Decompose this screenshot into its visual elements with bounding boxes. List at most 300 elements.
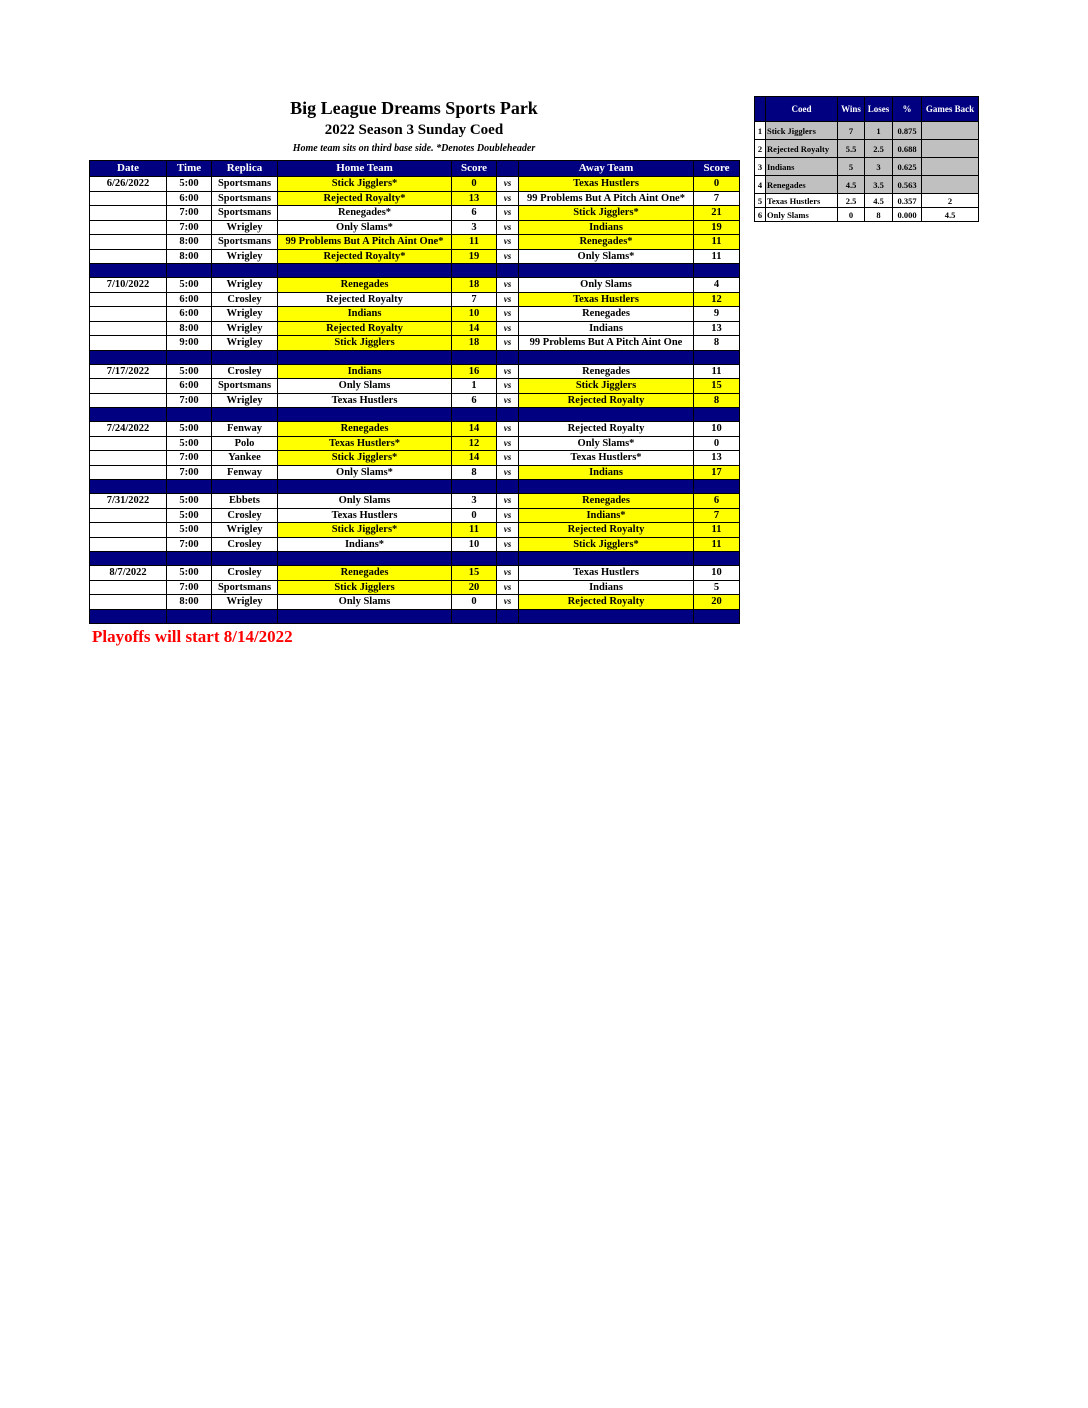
standings-wins: 2.5 bbox=[838, 194, 865, 208]
game-time: 5:00 bbox=[167, 508, 212, 523]
separator-cell bbox=[694, 609, 740, 623]
table-row bbox=[90, 393, 740, 408]
vs-label: vs bbox=[497, 364, 519, 379]
separator-cell bbox=[497, 552, 519, 566]
standings-games-back-header: Games Back bbox=[922, 97, 979, 122]
table-row bbox=[90, 191, 740, 206]
separator-cell bbox=[212, 609, 278, 623]
table-row bbox=[90, 422, 740, 437]
away-team: Stick Jigglers bbox=[519, 379, 694, 394]
home-team: Rejected Royalty bbox=[278, 321, 452, 336]
game-field: Wrigley bbox=[212, 249, 278, 264]
away-team: Only Slams bbox=[519, 278, 694, 293]
separator-cell bbox=[694, 480, 740, 494]
away-team: Indians bbox=[519, 465, 694, 480]
home-team: Texas Hustlers bbox=[278, 508, 452, 523]
table-row bbox=[90, 537, 740, 552]
game-time: 5:00 bbox=[167, 364, 212, 379]
table-row bbox=[90, 307, 740, 322]
home-score: 11 bbox=[452, 235, 497, 250]
game-time: 5:00 bbox=[167, 436, 212, 451]
game-date bbox=[90, 595, 167, 610]
separator-cell bbox=[497, 350, 519, 364]
home-team: Renegades bbox=[278, 422, 452, 437]
home-team: Texas Hustlers* bbox=[278, 436, 452, 451]
game-field: Sportsmans bbox=[212, 379, 278, 394]
standings-wins: 7 bbox=[838, 122, 865, 140]
away-score: 21 bbox=[694, 206, 740, 221]
game-date: 7/10/2022 bbox=[90, 278, 167, 293]
game-time: 9:00 bbox=[167, 336, 212, 351]
separator-cell bbox=[497, 264, 519, 278]
standings-losses: 3 bbox=[865, 158, 893, 176]
standings-games-back bbox=[922, 158, 979, 176]
separator-cell bbox=[519, 552, 694, 566]
separator-cell bbox=[497, 408, 519, 422]
away-team: Rejected Royalty bbox=[519, 595, 694, 610]
game-field: Sportsmans bbox=[212, 191, 278, 206]
vs-label: vs bbox=[497, 292, 519, 307]
vs-label: vs bbox=[497, 379, 519, 394]
separator-cell bbox=[452, 408, 497, 422]
game-time: 8:00 bbox=[167, 249, 212, 264]
away-score: 10 bbox=[694, 566, 740, 581]
table-row bbox=[90, 364, 740, 379]
game-time: 5:00 bbox=[167, 566, 212, 581]
week-separator bbox=[90, 609, 740, 623]
standings-team: Indians bbox=[766, 158, 838, 176]
vs-label: vs bbox=[497, 451, 519, 466]
standings-row bbox=[755, 208, 979, 222]
home-score: 3 bbox=[452, 494, 497, 509]
standings-rank: 4 bbox=[755, 176, 766, 194]
separator-cell bbox=[90, 609, 167, 623]
vs-label: vs bbox=[497, 523, 519, 538]
vs-label: vs bbox=[497, 307, 519, 322]
game-date bbox=[90, 321, 167, 336]
separator-cell bbox=[694, 264, 740, 278]
home-team: Stick Jigglers bbox=[278, 336, 452, 351]
schedule-header-row bbox=[90, 161, 740, 177]
separator-cell bbox=[452, 350, 497, 364]
away-score: 0 bbox=[694, 436, 740, 451]
standings-games-back bbox=[922, 140, 979, 158]
away-score: 11 bbox=[694, 235, 740, 250]
home-team: Texas Hustlers bbox=[278, 393, 452, 408]
home-score: 13 bbox=[452, 191, 497, 206]
standings-losses: 4.5 bbox=[865, 194, 893, 208]
separator-cell bbox=[167, 350, 212, 364]
home-team: Renegades bbox=[278, 566, 452, 581]
separator-cell bbox=[90, 350, 167, 364]
week-separator bbox=[90, 264, 740, 278]
home-score: 16 bbox=[452, 364, 497, 379]
separator-cell bbox=[694, 350, 740, 364]
game-date bbox=[90, 580, 167, 595]
standings-games-back: 2 bbox=[922, 194, 979, 208]
game-field: Fenway bbox=[212, 465, 278, 480]
away-score: 7 bbox=[694, 508, 740, 523]
home-team: Renegades bbox=[278, 278, 452, 293]
game-field: Wrigley bbox=[212, 336, 278, 351]
home-team: Indians bbox=[278, 364, 452, 379]
away-score: 4 bbox=[694, 278, 740, 293]
separator-cell bbox=[497, 609, 519, 623]
standings-body bbox=[755, 122, 979, 222]
separator-cell bbox=[519, 609, 694, 623]
vs-label: vs bbox=[497, 235, 519, 250]
table-row bbox=[90, 523, 740, 538]
home-team: Rejected Royalty* bbox=[278, 191, 452, 206]
game-field: Yankee bbox=[212, 451, 278, 466]
standings-losses: 2.5 bbox=[865, 140, 893, 158]
away-score: 5 bbox=[694, 580, 740, 595]
vs-label: vs bbox=[497, 249, 519, 264]
game-field: Ebbets bbox=[212, 494, 278, 509]
game-field: Fenway bbox=[212, 422, 278, 437]
standings-team: Texas Hustlers bbox=[766, 194, 838, 208]
separator-cell bbox=[90, 480, 167, 494]
vs-label: vs bbox=[497, 206, 519, 221]
separator-cell bbox=[519, 264, 694, 278]
separator-cell bbox=[90, 552, 167, 566]
separator-cell bbox=[452, 552, 497, 566]
separator-cell bbox=[212, 264, 278, 278]
standings-pct: 0.357 bbox=[893, 194, 922, 208]
game-date bbox=[90, 220, 167, 235]
standings-losses-header: Loses bbox=[865, 97, 893, 122]
separator-cell bbox=[278, 408, 452, 422]
game-field: Wrigley bbox=[212, 278, 278, 293]
separator-cell bbox=[519, 350, 694, 364]
separator-cell bbox=[167, 480, 212, 494]
home-score: 14 bbox=[452, 451, 497, 466]
separator-cell bbox=[452, 609, 497, 623]
separator-cell bbox=[212, 552, 278, 566]
week-separator bbox=[90, 408, 740, 422]
game-date bbox=[90, 379, 167, 394]
away-team: Only Slams* bbox=[519, 249, 694, 264]
home-score: 3 bbox=[452, 220, 497, 235]
home-score: 10 bbox=[452, 307, 497, 322]
standings-pct: 0.563 bbox=[893, 176, 922, 194]
away-team: 99 Problems But A Pitch Aint One* bbox=[519, 191, 694, 206]
col-home-team-header: Home Team bbox=[278, 161, 452, 177]
away-team: Renegades bbox=[519, 307, 694, 322]
game-time: 7:00 bbox=[167, 393, 212, 408]
game-time: 7:00 bbox=[167, 580, 212, 595]
home-score: 0 bbox=[452, 177, 497, 192]
away-team: Renegades* bbox=[519, 235, 694, 250]
game-date bbox=[90, 451, 167, 466]
standings-pct: 0.625 bbox=[893, 158, 922, 176]
away-score: 10 bbox=[694, 422, 740, 437]
table-row bbox=[90, 465, 740, 480]
table-row bbox=[90, 595, 740, 610]
standings-games-back: 4.5 bbox=[922, 208, 979, 222]
home-team: Stick Jigglers* bbox=[278, 451, 452, 466]
separator-cell bbox=[167, 408, 212, 422]
home-team: Stick Jigglers bbox=[278, 580, 452, 595]
separator-cell bbox=[519, 480, 694, 494]
away-score: 8 bbox=[694, 336, 740, 351]
game-field: Crosley bbox=[212, 566, 278, 581]
away-score: 9 bbox=[694, 307, 740, 322]
game-time: 8:00 bbox=[167, 595, 212, 610]
vs-label: vs bbox=[497, 422, 519, 437]
vs-label: vs bbox=[497, 537, 519, 552]
away-team: Indians* bbox=[519, 508, 694, 523]
table-row bbox=[90, 278, 740, 293]
standings-rank: 3 bbox=[755, 158, 766, 176]
away-team: Texas Hustlers bbox=[519, 292, 694, 307]
home-team: Indians* bbox=[278, 537, 452, 552]
game-field: Wrigley bbox=[212, 523, 278, 538]
game-date bbox=[90, 206, 167, 221]
game-time: 7:00 bbox=[167, 451, 212, 466]
home-score: 11 bbox=[452, 523, 497, 538]
schedule-note: Home team sits on third base side. *Denotes Doubleheader bbox=[292, 143, 536, 154]
game-time: 5:00 bbox=[167, 278, 212, 293]
separator-cell bbox=[167, 609, 212, 623]
game-date bbox=[90, 336, 167, 351]
table-row bbox=[90, 220, 740, 235]
home-team: Stick Jigglers* bbox=[278, 523, 452, 538]
home-score: 0 bbox=[452, 508, 497, 523]
away-score: 13 bbox=[694, 451, 740, 466]
standings-rank: 6 bbox=[755, 208, 766, 222]
vs-label: vs bbox=[497, 278, 519, 293]
separator-cell bbox=[452, 264, 497, 278]
game-field: Wrigley bbox=[212, 220, 278, 235]
away-score: 11 bbox=[694, 537, 740, 552]
game-time: 5:00 bbox=[167, 523, 212, 538]
away-team: Stick Jigglers* bbox=[519, 537, 694, 552]
standings-wins-header: Wins bbox=[838, 97, 865, 122]
standings-games-back bbox=[922, 122, 979, 140]
game-field: Crosley bbox=[212, 292, 278, 307]
separator-cell bbox=[694, 552, 740, 566]
col-vs-header bbox=[497, 161, 519, 177]
separator-cell bbox=[497, 480, 519, 494]
home-score: 0 bbox=[452, 595, 497, 610]
home-team: Only Slams bbox=[278, 494, 452, 509]
standings-losses: 1 bbox=[865, 122, 893, 140]
standings-wins: 5 bbox=[838, 158, 865, 176]
home-score: 19 bbox=[452, 249, 497, 264]
game-time: 6:00 bbox=[167, 292, 212, 307]
table-row bbox=[90, 494, 740, 509]
standings-pct-header: % bbox=[893, 97, 922, 122]
separator-cell bbox=[694, 408, 740, 422]
standings-wins: 5.5 bbox=[838, 140, 865, 158]
season-subtitle: 2022 Season 3 Sunday Coed bbox=[324, 122, 504, 138]
standings-team: Stick Jigglers bbox=[766, 122, 838, 140]
away-team: Only Slams* bbox=[519, 436, 694, 451]
standings-games-back bbox=[922, 176, 979, 194]
separator-cell bbox=[212, 350, 278, 364]
table-row bbox=[90, 177, 740, 192]
game-date: 7/24/2022 bbox=[90, 422, 167, 437]
separator-cell bbox=[167, 552, 212, 566]
standings-team-header: Coed bbox=[766, 97, 838, 122]
game-date bbox=[90, 191, 167, 206]
away-score: 12 bbox=[694, 292, 740, 307]
table-row bbox=[90, 379, 740, 394]
col-away-score-header: Score bbox=[694, 161, 740, 177]
week-separator bbox=[90, 350, 740, 364]
standings-team: Renegades bbox=[766, 176, 838, 194]
game-date bbox=[90, 249, 167, 264]
home-team: Only Slams* bbox=[278, 220, 452, 235]
game-date bbox=[90, 307, 167, 322]
vs-label: vs bbox=[497, 321, 519, 336]
game-time: 6:00 bbox=[167, 379, 212, 394]
game-date bbox=[90, 393, 167, 408]
away-team: Renegades bbox=[519, 364, 694, 379]
away-team: Indians bbox=[519, 321, 694, 336]
separator-cell bbox=[519, 408, 694, 422]
game-date bbox=[90, 523, 167, 538]
home-score: 6 bbox=[452, 206, 497, 221]
away-team: Indians bbox=[519, 220, 694, 235]
game-field: Wrigley bbox=[212, 307, 278, 322]
away-team: 99 Problems But A Pitch Aint One bbox=[519, 336, 694, 351]
vs-label: vs bbox=[497, 494, 519, 509]
away-team: Rejected Royalty bbox=[519, 393, 694, 408]
standings-row bbox=[755, 140, 979, 158]
separator-cell bbox=[212, 480, 278, 494]
game-time: 7:00 bbox=[167, 206, 212, 221]
home-score: 10 bbox=[452, 537, 497, 552]
standings-row bbox=[755, 158, 979, 176]
table-row bbox=[90, 580, 740, 595]
game-time: 8:00 bbox=[167, 321, 212, 336]
standings-pct: 0.875 bbox=[893, 122, 922, 140]
table-row bbox=[90, 206, 740, 221]
col-home-score-header: Score bbox=[452, 161, 497, 177]
game-date: 7/17/2022 bbox=[90, 364, 167, 379]
away-team: Texas Hustlers* bbox=[519, 451, 694, 466]
table-row bbox=[90, 235, 740, 250]
away-team: Rejected Royalty bbox=[519, 422, 694, 437]
week-separator bbox=[90, 480, 740, 494]
table-row bbox=[90, 321, 740, 336]
game-time: 7:00 bbox=[167, 220, 212, 235]
vs-label: vs bbox=[497, 508, 519, 523]
standings-rank: 5 bbox=[755, 194, 766, 208]
away-score: 13 bbox=[694, 321, 740, 336]
table-row bbox=[90, 436, 740, 451]
game-date bbox=[90, 508, 167, 523]
game-time: 5:00 bbox=[167, 177, 212, 192]
away-score: 0 bbox=[694, 177, 740, 192]
home-score: 6 bbox=[452, 393, 497, 408]
schedule-table bbox=[89, 160, 740, 624]
game-date bbox=[90, 537, 167, 552]
away-team: Rejected Royalty bbox=[519, 523, 694, 538]
standings-rank: 1 bbox=[755, 122, 766, 140]
game-field: Crosley bbox=[212, 537, 278, 552]
away-score: 20 bbox=[694, 595, 740, 610]
standings-losses: 3.5 bbox=[865, 176, 893, 194]
away-score: 6 bbox=[694, 494, 740, 509]
game-field: Sportsmans bbox=[212, 177, 278, 192]
home-team: Rejected Royalty bbox=[278, 292, 452, 307]
separator-cell bbox=[278, 350, 452, 364]
game-field: Polo bbox=[212, 436, 278, 451]
game-date bbox=[90, 235, 167, 250]
week-separator bbox=[90, 552, 740, 566]
away-team: Indians bbox=[519, 580, 694, 595]
vs-label: vs bbox=[497, 566, 519, 581]
standings-losses: 8 bbox=[865, 208, 893, 222]
home-score: 15 bbox=[452, 566, 497, 581]
game-time: 5:00 bbox=[167, 494, 212, 509]
separator-cell bbox=[90, 408, 167, 422]
vs-label: vs bbox=[497, 336, 519, 351]
home-team: Indians bbox=[278, 307, 452, 322]
home-team: Renegades* bbox=[278, 206, 452, 221]
standings-header-row bbox=[755, 97, 979, 122]
home-score: 20 bbox=[452, 580, 497, 595]
away-score: 11 bbox=[694, 364, 740, 379]
page-title: Big League Dreams Sports Park bbox=[290, 98, 538, 118]
vs-label: vs bbox=[497, 177, 519, 192]
standings-team: Only Slams bbox=[766, 208, 838, 222]
home-score: 7 bbox=[452, 292, 497, 307]
table-row bbox=[90, 508, 740, 523]
game-time: 8:00 bbox=[167, 235, 212, 250]
home-score: 14 bbox=[452, 321, 497, 336]
away-score: 17 bbox=[694, 465, 740, 480]
away-score: 15 bbox=[694, 379, 740, 394]
schedule-body bbox=[90, 177, 740, 624]
standings-team: Rejected Royalty bbox=[766, 140, 838, 158]
home-team: Only Slams* bbox=[278, 465, 452, 480]
game-time: 6:00 bbox=[167, 191, 212, 206]
standings-pct: 0.688 bbox=[893, 140, 922, 158]
game-field: Wrigley bbox=[212, 595, 278, 610]
game-date: 8/7/2022 bbox=[90, 566, 167, 581]
standings-wins: 4.5 bbox=[838, 176, 865, 194]
game-date: 7/31/2022 bbox=[90, 494, 167, 509]
table-row bbox=[90, 249, 740, 264]
home-score: 1 bbox=[452, 379, 497, 394]
game-time: 7:00 bbox=[167, 537, 212, 552]
col-date-header: Date bbox=[90, 161, 167, 177]
vs-label: vs bbox=[497, 580, 519, 595]
table-row bbox=[90, 336, 740, 351]
home-score: 18 bbox=[452, 336, 497, 351]
standings-pct: 0.000 bbox=[893, 208, 922, 222]
standings-rank: 2 bbox=[755, 140, 766, 158]
col-away-team-header: Away Team bbox=[519, 161, 694, 177]
away-team: Stick Jigglers* bbox=[519, 206, 694, 221]
game-date bbox=[90, 465, 167, 480]
standings-wins: 0 bbox=[838, 208, 865, 222]
away-team: Renegades bbox=[519, 494, 694, 509]
away-score: 11 bbox=[694, 249, 740, 264]
separator-cell bbox=[90, 264, 167, 278]
standings-row bbox=[755, 176, 979, 194]
game-field: Sportsmans bbox=[212, 580, 278, 595]
vs-label: vs bbox=[497, 465, 519, 480]
game-field: Crosley bbox=[212, 508, 278, 523]
game-field: Crosley bbox=[212, 364, 278, 379]
game-field: Wrigley bbox=[212, 393, 278, 408]
standings-rank-header bbox=[755, 97, 766, 122]
